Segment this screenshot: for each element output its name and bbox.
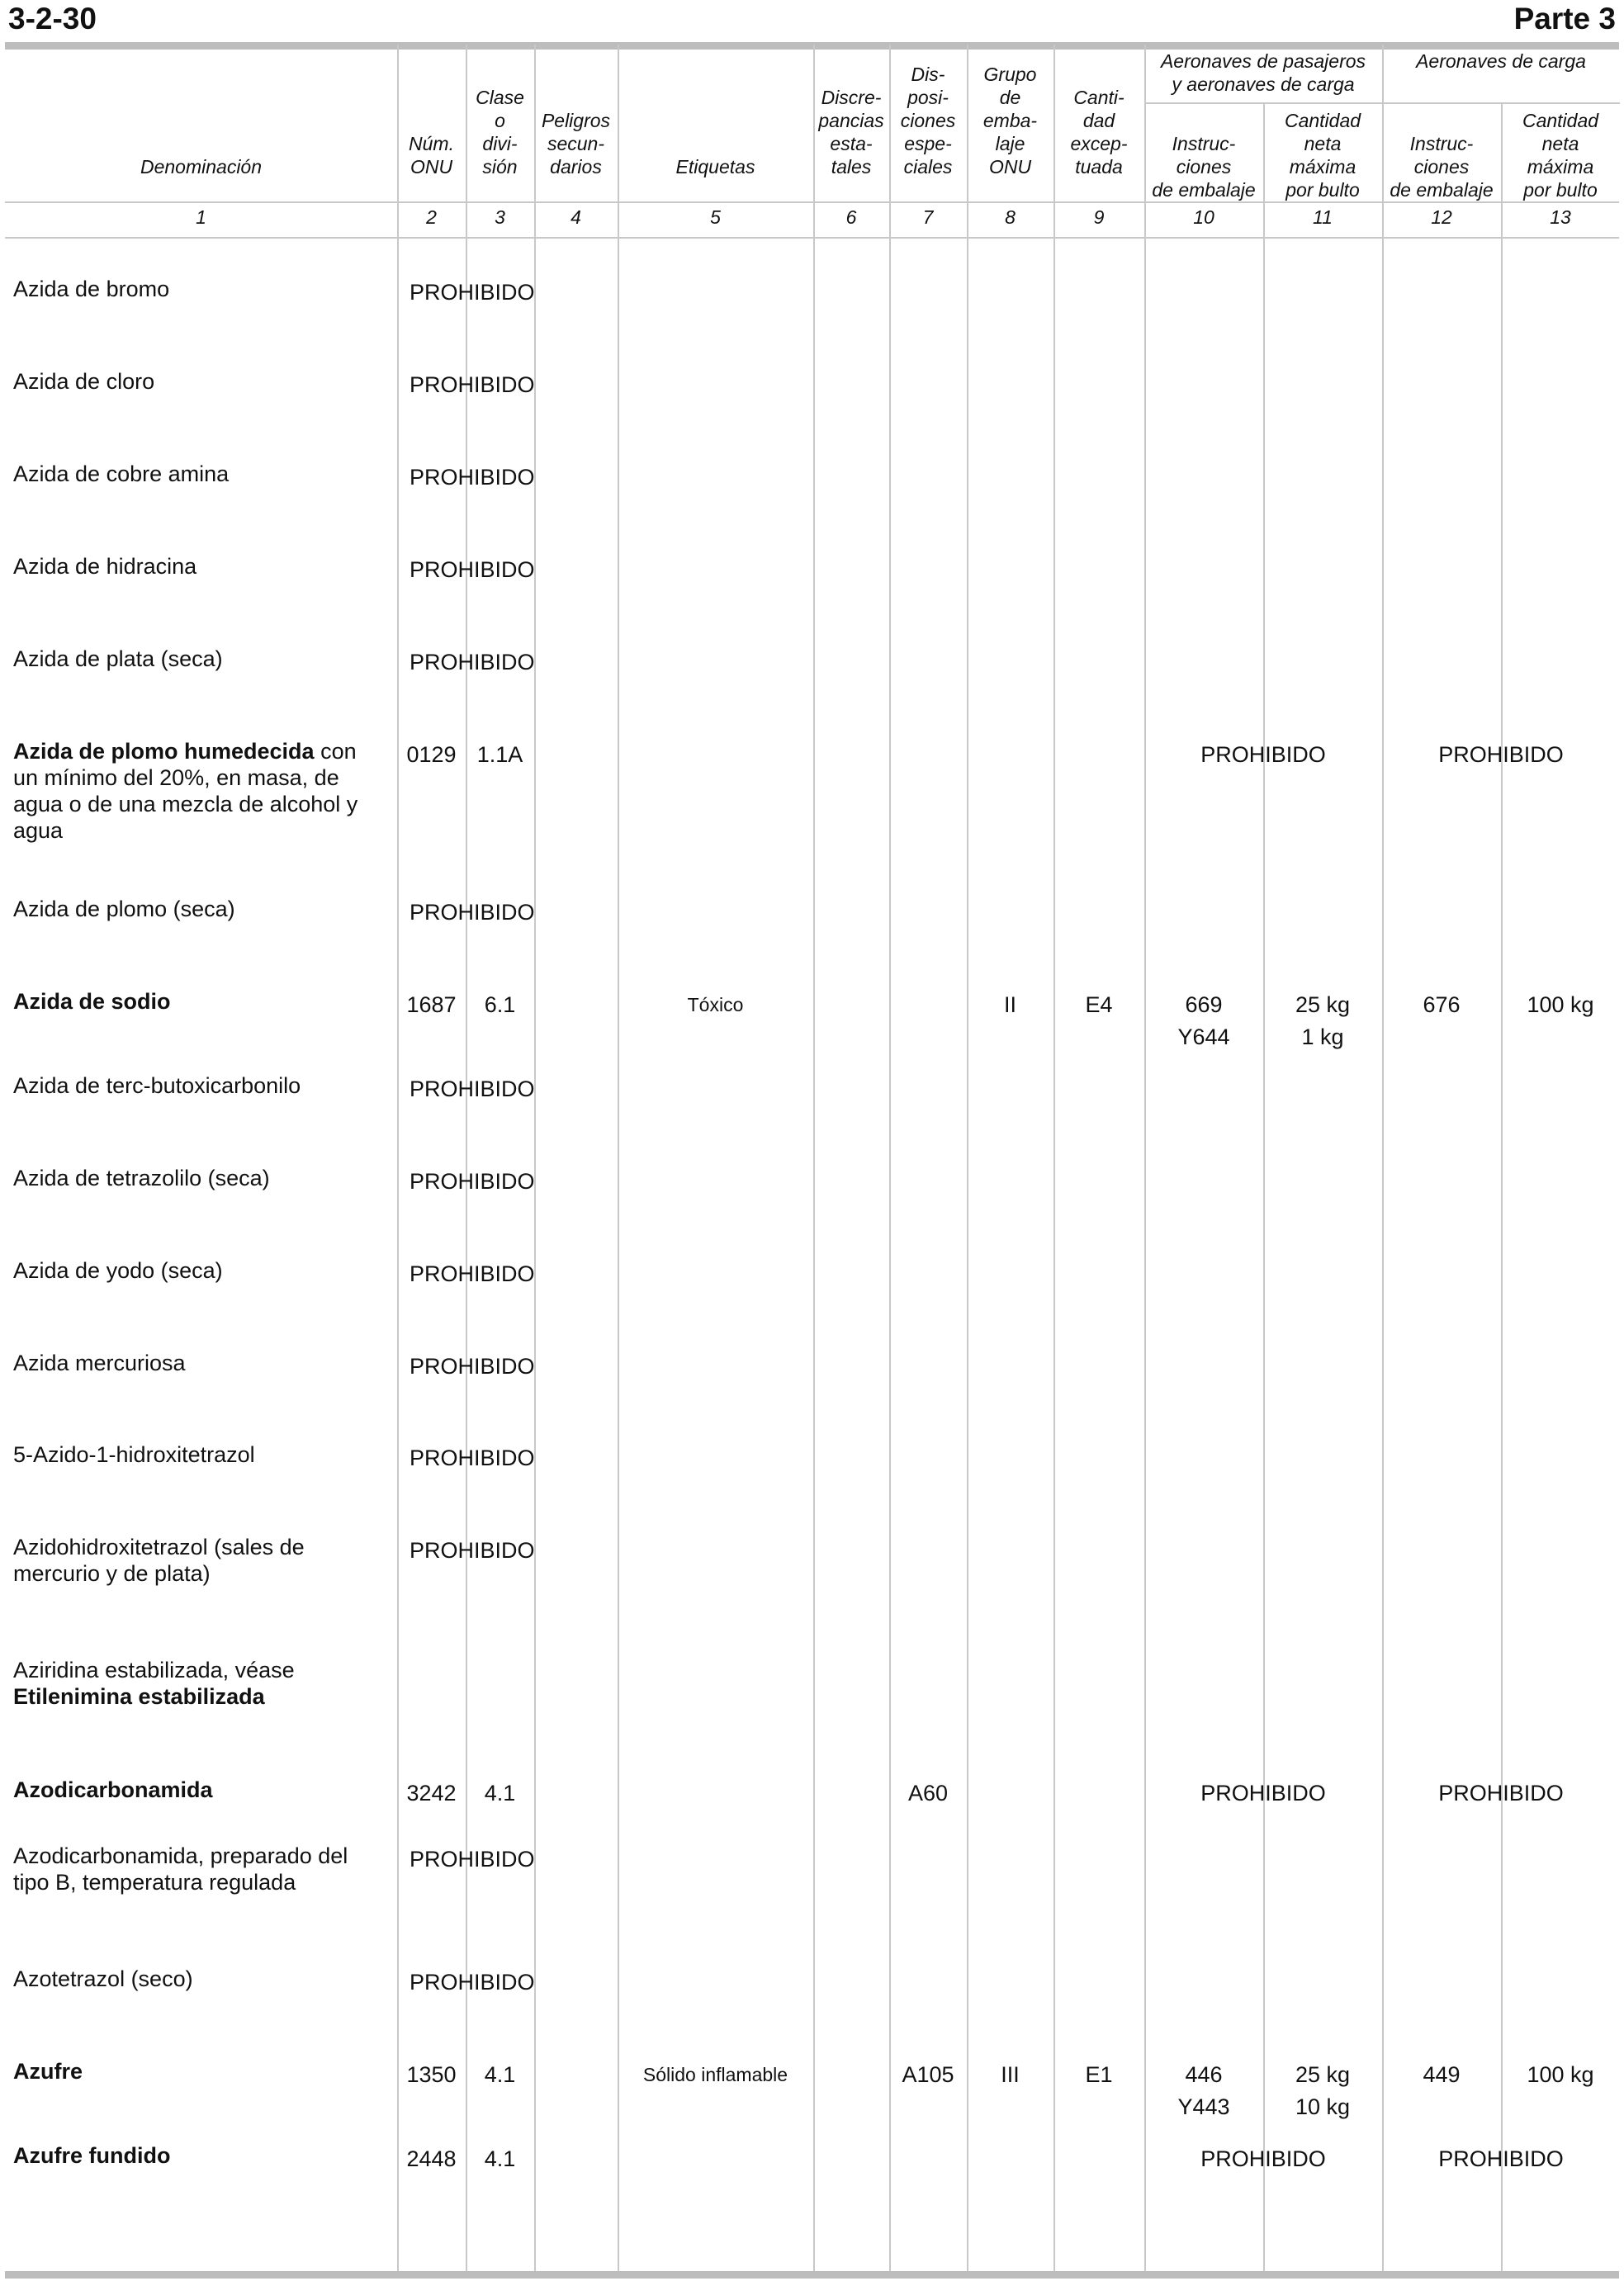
header-col-12: Instruc- ciones de embalaje	[1390, 133, 1494, 201]
row-name-bold: Azodicarbonamida	[13, 1777, 213, 1802]
header-col-3: Clase o divi- sión	[476, 87, 524, 177]
header-col-7: Dis- posi- ciones espe- ciales	[900, 64, 956, 177]
un-number: 1687	[406, 992, 457, 1017]
label-text: Sólido inflamable	[642, 2064, 788, 2085]
column-number: 10	[1193, 206, 1214, 228]
prohibited-text: PROHIBIDO	[410, 1538, 535, 1563]
qty-cargo: 100 kg	[1527, 2062, 1594, 2087]
header-col-9: Canti- dad excep- tuada	[1070, 87, 1128, 177]
qty-passenger: 25 kg	[1295, 2062, 1351, 2087]
packing-group: II	[1003, 992, 1016, 1017]
pi-cargo: 449	[1423, 2062, 1461, 2087]
column-number: 11	[1313, 206, 1333, 228]
prohibited-text: PROHIBIDO	[410, 1169, 535, 1194]
label-text: Tóxico	[687, 994, 744, 1015]
prohibited-text: PROHIBIDO	[410, 372, 535, 397]
column-number: 12	[1431, 206, 1452, 228]
column-number: 3	[495, 206, 505, 228]
prohibited-passenger: PROHIBIDO	[1200, 1781, 1326, 1805]
column-divider	[813, 45, 815, 2271]
header-group-passenger: Aeronaves de pasajeros y aeronaves de carga	[1160, 50, 1366, 95]
row-name: 5-Azido-1-hidroxitetrazol	[13, 1442, 255, 1467]
column-number: 9	[1093, 206, 1105, 228]
column-divider	[889, 45, 891, 2271]
header-group-cargo: Aeronaves de carga	[1416, 50, 1586, 72]
row-name-bold: Azida de plomo humedecida	[13, 739, 315, 764]
row-name	[13, 1777, 385, 1803]
header-col-5: Etiquetas	[675, 156, 755, 177]
pi-passenger: 446	[1185, 2062, 1223, 2087]
row-name	[13, 988, 385, 1015]
row-name: Azotetrazol (seco)	[13, 1966, 193, 1991]
top-rule	[5, 42, 1619, 50]
row-name: Azidohidroxitetrazol (sales de mercurio y de plata)	[13, 1535, 305, 1586]
row-name: Azida de hidracina	[13, 554, 197, 579]
row-name	[13, 2058, 385, 2085]
prohibited-text: PROHIBIDO	[410, 1354, 535, 1379]
column-number: 6	[845, 206, 857, 228]
row-name-bold: Azufre fundido	[13, 2143, 171, 2168]
special-provision: A105	[902, 2062, 954, 2087]
header-col-13: Cantidad neta máxima por bulto	[1522, 110, 1599, 201]
page-number: 3-2-30	[8, 2, 97, 35]
pi-passenger-limited: Y443	[1177, 2094, 1230, 2119]
column-divider	[1501, 103, 1503, 2271]
row-name-bold: Azida de sodio	[13, 989, 171, 1014]
page-part: Parte 3	[1513, 2, 1616, 35]
column-number: 8	[1005, 206, 1016, 228]
row-name: Azida de tetrazolilo (seca)	[13, 1166, 270, 1190]
column-number: 5	[710, 206, 721, 228]
prohibited-passenger: PROHIBIDO	[1200, 2146, 1326, 2171]
row-name-bold: Azufre	[13, 2059, 83, 2084]
prohibited-text: PROHIBIDO	[410, 557, 535, 582]
column-number: 4	[571, 206, 581, 228]
row-name-text: Aziridina estabilizada, véase	[13, 1658, 295, 1682]
bottom-rule	[5, 2271, 1619, 2279]
row-name	[13, 2142, 385, 2169]
prohibited-text: PROHIBIDO	[410, 280, 535, 305]
column-divider	[1053, 45, 1055, 2271]
row-name	[13, 1657, 385, 1710]
column-divider	[397, 45, 399, 2271]
row-name: Azodicarbonamida, preparado del tipo B, temperatura regulada	[13, 1843, 348, 1895]
header-col-10: Instruc- ciones de embalaje	[1152, 133, 1256, 201]
pi-passenger-limited: Y644	[1177, 1025, 1230, 1049]
un-number: 1350	[406, 2062, 457, 2087]
prohibited-text: PROHIBIDO	[410, 465, 535, 490]
column-divider	[1144, 45, 1146, 2271]
pi-cargo: 676	[1423, 992, 1461, 1017]
row-name: Azida de cloro	[13, 369, 155, 394]
prohibited-text: PROHIBIDO	[410, 1970, 535, 1995]
prohibited-cargo: PROHIBIDO	[1438, 2146, 1564, 2171]
prohibited-passenger: PROHIBIDO	[1200, 742, 1326, 767]
cross-reference: Etilenimina estabilizada	[13, 1684, 265, 1709]
prohibited-text: PROHIBIDO	[410, 900, 535, 925]
header-col-1: Denominación	[140, 156, 263, 177]
class-division: 4.1	[484, 2146, 516, 2171]
header-divider	[5, 201, 1619, 203]
row-name: Azida mercuriosa	[13, 1351, 186, 1375]
row-name	[13, 738, 385, 844]
row-name: Azida de plata (seca)	[13, 646, 223, 671]
prohibited-text: PROHIBIDO	[410, 1847, 535, 1872]
column-divider	[1263, 103, 1265, 2271]
class-division: 4.1	[484, 1781, 516, 1805]
column-number: 1	[196, 206, 206, 228]
column-divider	[967, 45, 968, 2271]
header-col-8: Grupo de emba- laje ONU	[982, 64, 1038, 177]
column-number: 13	[1550, 206, 1571, 228]
row-name: Azida de cobre amina	[13, 461, 230, 486]
row-name: Azida de bromo	[13, 277, 170, 301]
prohibited-text: PROHIBIDO	[410, 1077, 535, 1101]
prohibited-text: PROHIBIDO	[410, 1446, 535, 1470]
class-division: 1.1A	[476, 742, 523, 767]
column-number: 2	[426, 206, 437, 228]
header-group-divider	[1144, 102, 1620, 104]
excepted-quantity: E1	[1085, 2062, 1113, 2087]
row-name-rest: con un mínimo del 20%, en masa, de agua o de una mezcla de alcohol y agua	[13, 739, 358, 843]
prohibited-cargo: PROHIBIDO	[1438, 1781, 1564, 1805]
excepted-quantity: E4	[1085, 992, 1113, 1017]
row-name: Azida de plomo (seca)	[13, 897, 235, 921]
qty-cargo: 100 kg	[1527, 992, 1594, 1017]
header-col-6: Discre- pancias esta- tales	[818, 87, 884, 177]
header-col-2: Núm. ONU	[409, 133, 454, 177]
un-number: 2448	[406, 2146, 457, 2171]
qty-passenger: 25 kg	[1295, 992, 1351, 1017]
un-number: 3242	[406, 1781, 457, 1805]
prohibited-text: PROHIBIDO	[410, 650, 535, 674]
qty-passenger-limited: 10 kg	[1295, 2094, 1351, 2119]
row-name: Azida de yodo (seca)	[13, 1258, 223, 1283]
class-division: 4.1	[484, 2062, 516, 2087]
packing-group: III	[1001, 2062, 1020, 2087]
qty-passenger-limited: 1 kg	[1301, 1025, 1344, 1049]
class-division: 6.1	[484, 992, 516, 1017]
prohibited-cargo: PROHIBIDO	[1438, 742, 1564, 767]
pi-passenger: 669	[1185, 992, 1223, 1017]
prohibited-text: PROHIBIDO	[410, 1261, 535, 1286]
special-provision: A60	[907, 1781, 949, 1805]
header-col-11: Cantidad neta máxima por bulto	[1284, 110, 1361, 201]
row-name: Azida de terc-butoxicarbonilo	[13, 1073, 301, 1098]
header-col-4: Peligros secun- darios	[541, 110, 611, 177]
column-divider	[618, 45, 619, 2271]
column-number: 7	[922, 206, 934, 228]
un-number: 0129	[406, 742, 457, 767]
column-divider	[1382, 45, 1384, 2271]
header-divider	[5, 237, 1619, 239]
